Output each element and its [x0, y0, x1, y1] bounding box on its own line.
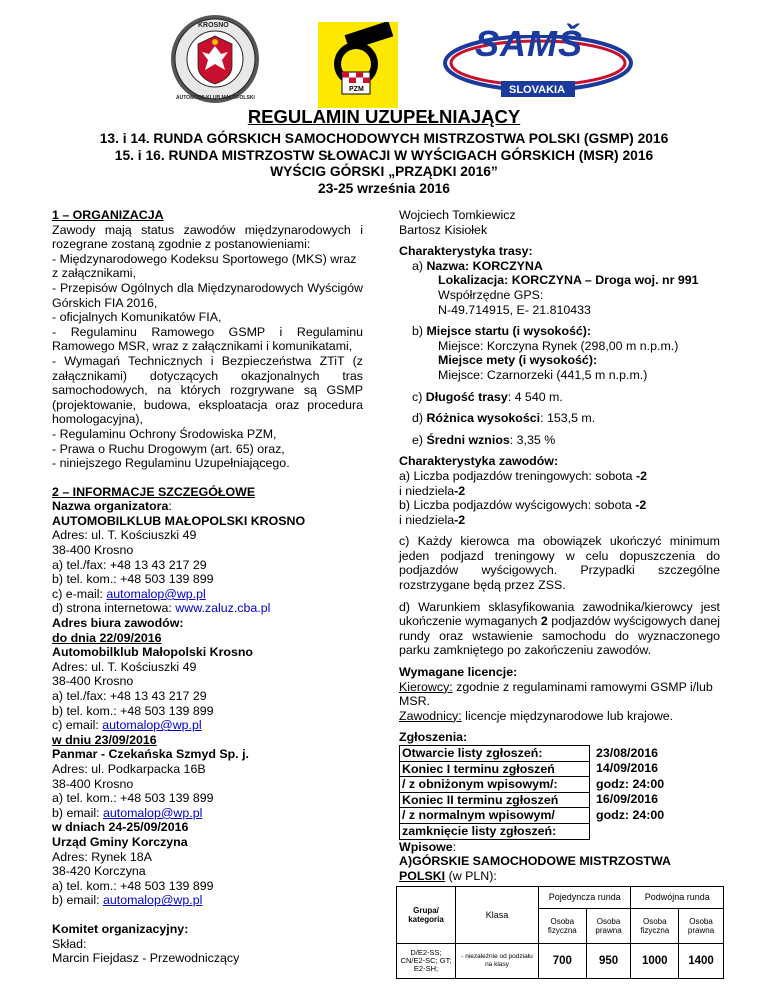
sams-sub-text: SLOVAKIA [509, 84, 566, 96]
logo-left-top-text: KROSNO [198, 22, 229, 29]
elevation-value: : 153,5 m. [540, 411, 596, 426]
office-date-2: w dniu 23/09/2016 [52, 732, 157, 747]
entries-row [400, 808, 720, 824]
committee-member: Marcin Fiejdasz - Przewodniczący [52, 951, 240, 966]
drivers-label: Kierowcy: [399, 679, 453, 694]
entries-row [400, 746, 720, 762]
entrants-value: licencje międzynarodowe lub krajowe. [461, 708, 674, 723]
office-3-email-label: b) email: [52, 893, 103, 908]
logo-left-bottom-text: AUTOMOBILKLUB MAŁOPOLSKI [176, 95, 255, 101]
entries-row-value: godz: 24:00 [596, 807, 665, 822]
gradient-label: Średni wznios [426, 432, 510, 447]
race-runs-sun: -2 [454, 512, 466, 527]
organizer-phone: a) tel./fax: +48 13 43 217 29 [52, 557, 207, 572]
fee-row-class: - niezależnie od podziału na klasy [456, 944, 539, 979]
section-2-title: 2 – INFORMACJE SZCZEGÓŁOWE [52, 484, 256, 499]
licenses-title: Wymagane licencje: [399, 665, 518, 680]
rule-c: c) Każdy kierowca ma obowiązek ukończyć minimum jeden podjazd treningowy w celu dopuszczenia do podjazdów wyścigowych. Przypadki szczególne rozstrzygane będą przez ZSS. [399, 534, 720, 593]
rule-d-part-2: podjazdów wyścigowych danej rundy oraz wstawienie samochodu do wyznaczonego parku zamkniętego po zakończeniu zawodów. [399, 614, 720, 658]
fee-header-class: Klasa [456, 887, 539, 944]
header-line-4: 23-25 września 2016 [318, 180, 450, 196]
right-column [399, 208, 720, 979]
rule-item: - Wymagań Technicznych i Bezpieczeństwa ZTiT (z załącznikami) dotyczących okazjonalnych tras samochodowych, na których rozgrywane są GSMP (projektowanie, budowa, eksploatacja oraz procedura homologacyjna), [52, 353, 363, 427]
header-line-2: 15. i 16. RUNDA MISTRZOSTW SŁOWACJI W WYŚCIGACH GÓRSKICH (MSR) 2016 [114, 147, 654, 163]
pzm-logo-text: PZM [349, 86, 364, 93]
fee-header-person: Osoba fizyczna [631, 909, 679, 944]
section-1-intro: Zawody mają status zawodów międzynarodowych i rozegrane zostaną zgodnie z postanowieniami: [52, 222, 363, 252]
item-prefix: c) [412, 389, 426, 404]
organizer-email-link[interactable]: automalop@wp.pl [106, 586, 206, 601]
office-1-email-label: c) email: [52, 718, 103, 733]
race-runs-sat: -2 [635, 498, 647, 513]
document-header [0, 106, 768, 197]
entries-table [399, 745, 720, 840]
track-name-label: Nazwa [426, 258, 466, 273]
entries-row-label: Koniec I terminu zgłoszeń [400, 761, 590, 777]
entry-fee-polski: POLSKI [399, 868, 446, 883]
elevation-label: Różnica wysokości [426, 411, 541, 426]
office-2-name: Panmar - Czekańska Szmyd Sp. j. [52, 747, 249, 762]
item-prefix: e) [412, 432, 427, 447]
track-name-value: : KORCZYNA [465, 258, 543, 273]
track-location-value: : KORCZYNA – Droga woj. nr 991 [504, 273, 699, 288]
item-prefix: b) [412, 324, 427, 339]
entries-row-label: / z normalnym wpisowym/ [400, 808, 590, 824]
pzm-logo [318, 22, 398, 108]
fee-value: 700 [539, 944, 587, 979]
fee-row-group: D/E2-SS; CN/E2-SC; GT; E2-SH; [397, 944, 456, 979]
entry-fee-category: A)GÓRSKIE SAMOCHODOWE MISTRZOSTWA [399, 854, 671, 869]
office-2-address: Adres: ul. Podkarpacka 16B [52, 761, 206, 776]
organizer-postcode: 38-400 Krosno [52, 543, 134, 558]
entry-fee-label: Wpisowe [399, 839, 453, 854]
office-3-mobile: a) tel. kom.: +48 503 139 899 [52, 878, 214, 893]
office-1-email-link[interactable]: automalop@wp.pl [102, 718, 202, 733]
office-1-address: Adres: ul. T. Kościuszki 49 [52, 659, 197, 674]
rule-item: - Przepisów Ogólnych dla Międzynarodowych Wyścigów Górskich FIA 2016, [52, 280, 363, 310]
fee-header-company: Osoba prawna [586, 909, 631, 944]
office-date-1: do dnia 22/09/2016 [52, 630, 162, 645]
practice-runs-text: a) Liczba podjazdów treningowych: sobota [399, 468, 636, 483]
document-title: REGULAMIN UZUPEŁNIAJĄCY [247, 106, 521, 127]
office-2-email-label: b) email: [52, 805, 103, 820]
rule-d-part-1: d) Warunkiem sklasyfikowania zawodnika/kierowcy jest ukończenie wymaganych [399, 599, 720, 629]
length-label: Długość trasy [425, 389, 508, 404]
entries-row-value: godz: 24:00 [596, 776, 665, 791]
gps-label: Współrzędne GPS: [438, 287, 544, 302]
office-2-postcode: 38-400 Krosno [52, 776, 134, 791]
rule-item: - niniejszego Regulaminu Uzupełniającego. [52, 456, 290, 471]
organizer-address: Adres: ul. T. Kościuszki 49 [52, 528, 197, 543]
committee-member: Bartosz Kisiołek [399, 222, 488, 237]
finish-value: Miejsce: Czarnorzeki (441,5 m n.p.m.) [438, 367, 648, 382]
organizer-www-link[interactable]: www.zaluz.cba.pl [175, 601, 271, 616]
rule-item: - Prawa o Ruchu Drogowym (art. 65) oraz, [52, 441, 285, 456]
office-2-mobile: a) tel. kom.: +48 503 139 899 [52, 791, 214, 806]
length-value: : 4 540 m. [507, 389, 563, 404]
organizer-name: AUTOMOBILKLUB MAŁOPOLSKI KROSNO [52, 513, 306, 528]
entries-row-label: zamknięcie listy zgłoszeń: [400, 823, 590, 839]
office-1-name: Automobilklub Małopolski Krosno [52, 645, 254, 660]
entries-row-label: Otwarcie listy zgłoszeń: [400, 746, 590, 762]
race-runs-text: b) Liczba podjazdów wyścigowych: sobota [399, 498, 636, 513]
office-1-mobile: b) tel. kom.: +48 503 139 899 [52, 703, 214, 718]
rule-item: - Międzynarodowego Kodeksu Sportowego (MKS) wraz z załącznikami, [52, 251, 357, 281]
entries-row-value: 16/09/2016 [596, 792, 659, 807]
committee-member: Wojciech Tomkiewicz [399, 208, 516, 222]
office-3-email-link[interactable]: automalop@wp.pl [102, 893, 203, 908]
fee-header-group: Grupa/ kategoria [397, 887, 456, 944]
entries-row-value: 14/09/2016 [596, 761, 659, 776]
race-runs-text-2: i niedziela [399, 512, 455, 527]
entries-title: Zgłoszenia: [399, 730, 468, 745]
sams-brand-text: SAMŠ [475, 23, 584, 64]
fee-header-company: Osoba prawna [679, 909, 724, 944]
fee-header-double: Podwójna runda [631, 887, 724, 909]
practice-runs-text-2: i niedziela [399, 483, 455, 498]
item-prefix: d) [412, 411, 427, 426]
committee-composition: Skład: [52, 936, 87, 951]
office-3-postcode: 38-420 Korczyna [52, 864, 146, 879]
organizer-label: Nazwa organizatora [52, 499, 169, 514]
start-value: Miejsce: Korczyna Rynek (298,00 m n.p.m.) [438, 338, 679, 353]
track-title: Charakterystyka trasy: [399, 244, 533, 259]
organizer-colon: : [168, 499, 172, 514]
automobilklub-malopolski-logo [170, 14, 260, 104]
entries-row [400, 792, 720, 808]
entries-row-label: Koniec II terminu zgłoszeń [400, 792, 590, 808]
organizer-email-label: c) e-mail: [52, 586, 107, 601]
fee-header-single: Pojedyncza runda [539, 887, 631, 909]
office-3-name: Urząd Gminy Korczyna [52, 834, 188, 849]
header-line-1: 13. i 14. RUNDA GÓRSKICH SAMOCHODOWYCH MISTRZOSTWA POLSKI (GSMP) 2016 [99, 131, 669, 146]
office-1-phone: a) tel./fax: +48 13 43 217 29 [52, 689, 207, 703]
entry-fee-currency: (w PLN): [445, 868, 497, 883]
header-line-3: WYŚCIG GÓRSKI „PRZĄDKI 2016” [270, 164, 498, 179]
office-title: Adres biura zawodów: [52, 616, 184, 631]
left-column [52, 208, 363, 966]
rule-item: - Regulaminu Ramowego GSMP i Regulaminu Ramowego MSR, wraz z załącznikami i komunikatami, [52, 324, 363, 354]
fee-value: 1400 [679, 944, 724, 979]
office-2-email-link[interactable]: automalop@wp.pl [102, 805, 203, 820]
event-title: Charakterystyka zawodów: [399, 454, 559, 469]
entries-row-value: 23/08/2016 [596, 745, 659, 760]
rule-d-count: 2 [540, 614, 548, 629]
fee-value: 950 [586, 944, 631, 979]
rule-item: - oficjalnych Komunikatów FIA, [52, 310, 222, 325]
gps-value: N-49.714915, E- 21.810433 [438, 302, 591, 317]
organizer-www-label: d) strona internetowa: [52, 601, 176, 616]
organizer-mobile: b) tel. kom.: +48 503 139 899 [52, 572, 214, 587]
section-1-title: 1 – ORGANIZACJA [52, 208, 164, 222]
start-label: Miejsce startu (i wysokość): [426, 324, 592, 339]
entry-fee-table [396, 886, 724, 979]
track-location-label: Lokalizacja [438, 273, 505, 288]
entries-row [400, 823, 720, 839]
rule-item: - Regulaminu Ochrony Środowiska PZM, [52, 426, 277, 441]
fee-header-person: Osoba fizyczna [539, 909, 587, 944]
finish-label: Miejsce mety (i wysokość): [438, 353, 598, 368]
entries-row [400, 777, 720, 793]
practice-runs-sun: -2 [454, 483, 466, 498]
entries-row-value [590, 823, 720, 839]
entries-row [400, 761, 720, 777]
office-date-3: w dniach 24-25/09/2016 [52, 820, 189, 835]
entrants-label: Zawodnicy: [399, 708, 462, 723]
gradient-value: : 3,35 % [509, 432, 556, 447]
practice-runs-sat: -2 [635, 468, 647, 483]
item-prefix: a) [412, 258, 427, 273]
fee-value: 1000 [631, 944, 679, 979]
office-3-address: Adres: Rynek 18A [52, 849, 152, 864]
office-1-postcode: 38-400 Krosno [52, 674, 134, 689]
entry-fee-colon: : [452, 839, 457, 854]
sams-slovakia-logo [443, 23, 633, 99]
committee-title: Komitet organizacyjny: [52, 921, 189, 936]
drivers-value: zgodnie z regulaminami ramowymi GSMP i/lub MSR. [399, 679, 713, 709]
entries-row-label: / z obniżonym wpisowym/: [400, 777, 590, 793]
